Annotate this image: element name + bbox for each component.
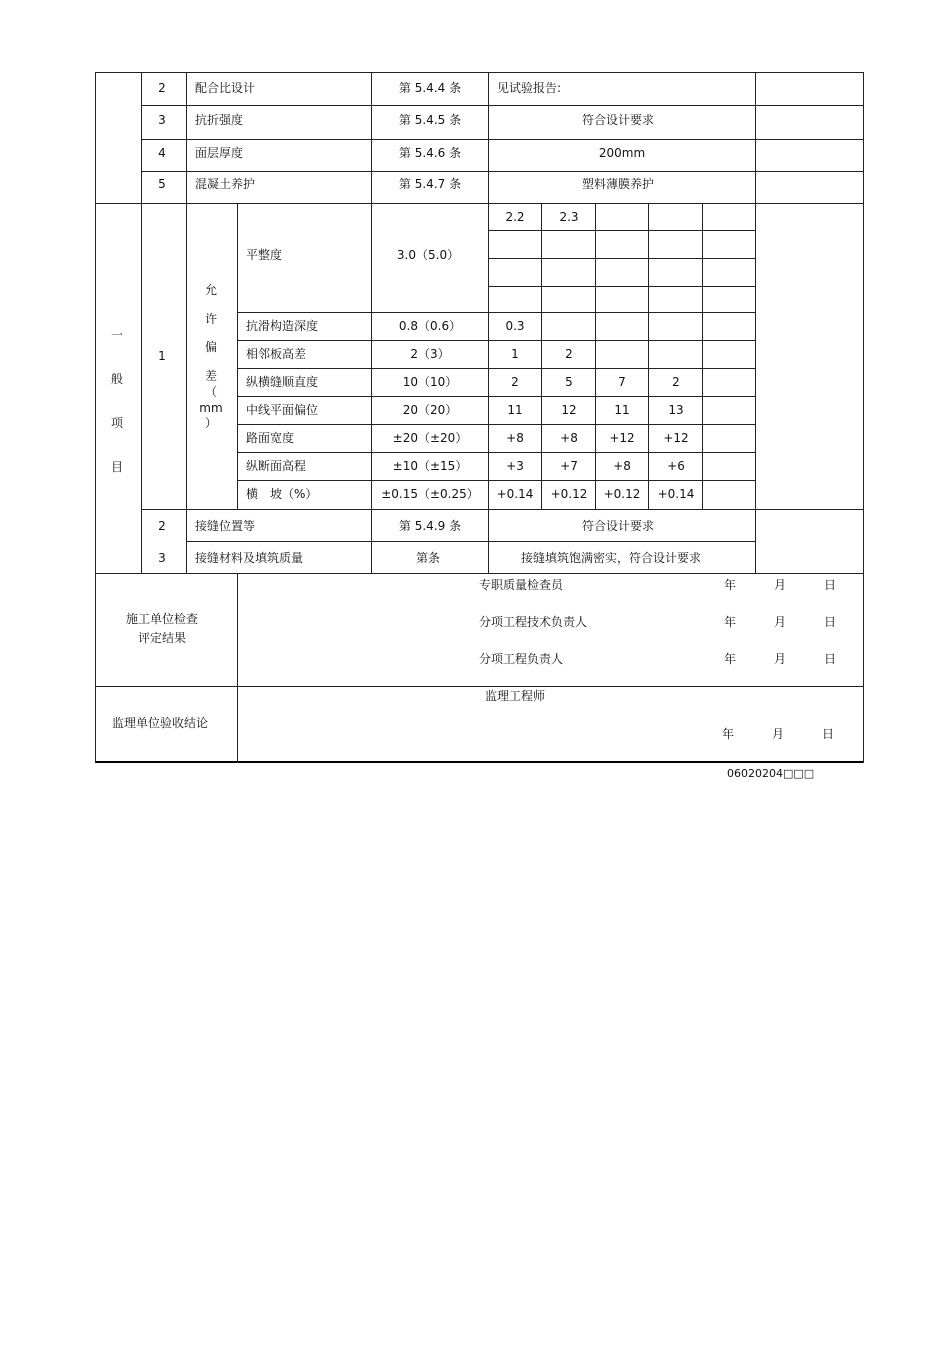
date-year: 年 [722, 727, 735, 741]
measure-value: +8 [506, 431, 524, 445]
row-no: 2 [158, 519, 166, 533]
result: 符合设计要求 [581, 519, 655, 533]
grid-line [95, 573, 864, 574]
grid-line [237, 340, 756, 341]
grid-line [186, 541, 756, 542]
measure-value: 0.3 [505, 319, 525, 333]
measure-value: 13 [668, 403, 684, 417]
grid-line [648, 203, 649, 510]
date-day: 日 [824, 652, 837, 666]
measure-value: 1 [511, 347, 519, 361]
grid-line [488, 230, 756, 231]
grid-line [488, 286, 756, 287]
measure-value: 2 [511, 375, 519, 389]
result: 塑料薄膜养护 [581, 177, 655, 191]
measure-value: +0.12 [603, 487, 641, 501]
grid-line [702, 203, 703, 510]
grid-line [95, 72, 96, 763]
date-year: 年 [724, 615, 737, 629]
item-name: 配合比设计 [195, 81, 256, 95]
deviation-item-name: 纵横缝顺直度 [246, 375, 319, 389]
flatness-tolerance: 3.0（5.0） [396, 248, 460, 262]
deviation-tolerance: 0.8（0.6） [398, 319, 462, 333]
grid-line [95, 686, 864, 687]
signer-quality-inspector: 专职质量检查员 [479, 578, 564, 592]
measure-value: 11 [507, 403, 523, 417]
row-no: 5 [158, 177, 166, 191]
grid-line [237, 424, 756, 425]
measure-value: 5 [565, 375, 573, 389]
grid-line [371, 203, 372, 574]
general-group-label: 一 般 项 目 [110, 328, 124, 474]
measure-value: 12 [561, 403, 577, 417]
item-name: 接缝材料及填筑质量 [195, 551, 304, 565]
measure-value: 11 [614, 403, 630, 417]
date-day: 日 [824, 615, 837, 629]
allow-deviation-label: 允 许 偏 差 （ mm ） [199, 283, 223, 430]
grid-line [488, 72, 489, 204]
measure-value: 2.2 [505, 210, 525, 224]
signer-tech-lead: 分项工程技术负责人 [479, 615, 588, 629]
grid-line [95, 203, 864, 204]
grid-line [237, 368, 756, 369]
deviation-item-name: 横 坡（%） [246, 487, 318, 501]
measure-value: +12 [609, 431, 635, 445]
grid-line [237, 396, 756, 397]
clause: 第条 [415, 551, 441, 565]
date-day: 日 [822, 727, 835, 741]
deviation-tolerance: 20（20） [402, 403, 458, 417]
measure-value: +3 [506, 459, 524, 473]
date-month: 月 [772, 727, 785, 741]
clause: 第 5.4.4 条 [398, 81, 462, 95]
supervision-label: 监理单位验收结论 [111, 716, 209, 730]
deviation-item-name: 路面宽度 [246, 431, 295, 445]
sub-no: 1 [158, 349, 166, 363]
grid-line [863, 72, 864, 763]
result: 见试验报告: [497, 81, 562, 95]
grid-line [237, 312, 756, 313]
deviation-item-name: 纵断面高程 [246, 459, 307, 473]
measure-value: +0.14 [657, 487, 695, 501]
measure-value: 7 [618, 375, 626, 389]
grid-line [141, 509, 864, 510]
row-no: 2 [158, 81, 166, 95]
supervision-signer: 监理工程师 [485, 689, 546, 703]
clause: 第 5.4.9 条 [398, 519, 462, 533]
result: 200mm [598, 146, 646, 160]
grid-line [371, 72, 372, 204]
grid-line [141, 72, 142, 204]
grid-line [186, 203, 187, 574]
grid-line [755, 72, 756, 204]
grid-line [488, 258, 756, 259]
date-month: 月 [774, 652, 787, 666]
grid-line [237, 480, 756, 481]
signer-item-lead: 分项工程负责人 [479, 652, 564, 666]
form-code: 06020204□□□ [727, 767, 815, 780]
row-no: 3 [158, 551, 166, 565]
measure-value: +8 [613, 459, 631, 473]
grid-line [595, 203, 596, 510]
item-name: 抗折强度 [195, 113, 244, 127]
grid-line [141, 203, 142, 574]
measure-value: 2.3 [559, 210, 579, 224]
deviation-tolerance: ±20（±20） [392, 431, 468, 445]
measure-value: +7 [560, 459, 578, 473]
clause: 第 5.4.5 条 [398, 113, 462, 127]
deviation-item-name: 相邻板高差 [246, 347, 307, 361]
measure-value: +6 [667, 459, 685, 473]
measure-value: +0.14 [496, 487, 534, 501]
deviation-tolerance: 2（3） [410, 347, 450, 361]
date-month: 月 [774, 615, 787, 629]
deviation-tolerance: ±0.15（±0.25） [381, 487, 479, 501]
row-no: 4 [158, 146, 166, 160]
measure-value: +12 [663, 431, 689, 445]
item-name: 面层厚度 [195, 146, 244, 160]
grid-line [95, 72, 864, 73]
measure-value: 2 [672, 375, 680, 389]
deviation-item-name: 抗滑构造深度 [246, 319, 319, 333]
grid-line [95, 761, 864, 763]
grid-line [237, 573, 238, 763]
deviation-tolerance: ±10（±15） [392, 459, 468, 473]
date-day: 日 [824, 578, 837, 592]
date-month: 月 [774, 578, 787, 592]
deviation-tolerance: 10（10） [402, 375, 458, 389]
grid-line [237, 452, 756, 453]
result: 符合设计要求 [581, 113, 655, 127]
measure-value: 2 [565, 347, 573, 361]
flatness-label: 平整度 [246, 248, 283, 262]
date-year: 年 [724, 578, 737, 592]
measure-value: +0.12 [550, 487, 588, 501]
clause: 第 5.4.6 条 [398, 146, 462, 160]
clause: 第 5.4.7 条 [398, 177, 462, 191]
grid-line [541, 203, 542, 510]
date-year: 年 [724, 652, 737, 666]
item-name: 接缝位置等 [195, 519, 256, 533]
deviation-item-name: 中线平面偏位 [246, 403, 319, 417]
grid-line [237, 203, 238, 510]
construction-label-line2: 评定结果 [137, 631, 187, 645]
row-no: 3 [158, 113, 166, 127]
result: 接缝填筑饱满密实，符合设计要求 [520, 551, 702, 565]
item-name: 混凝土养护 [195, 177, 256, 191]
measure-value: +8 [560, 431, 578, 445]
construction-label-line1: 施工单位检查 [125, 612, 199, 626]
grid-line [186, 72, 187, 204]
